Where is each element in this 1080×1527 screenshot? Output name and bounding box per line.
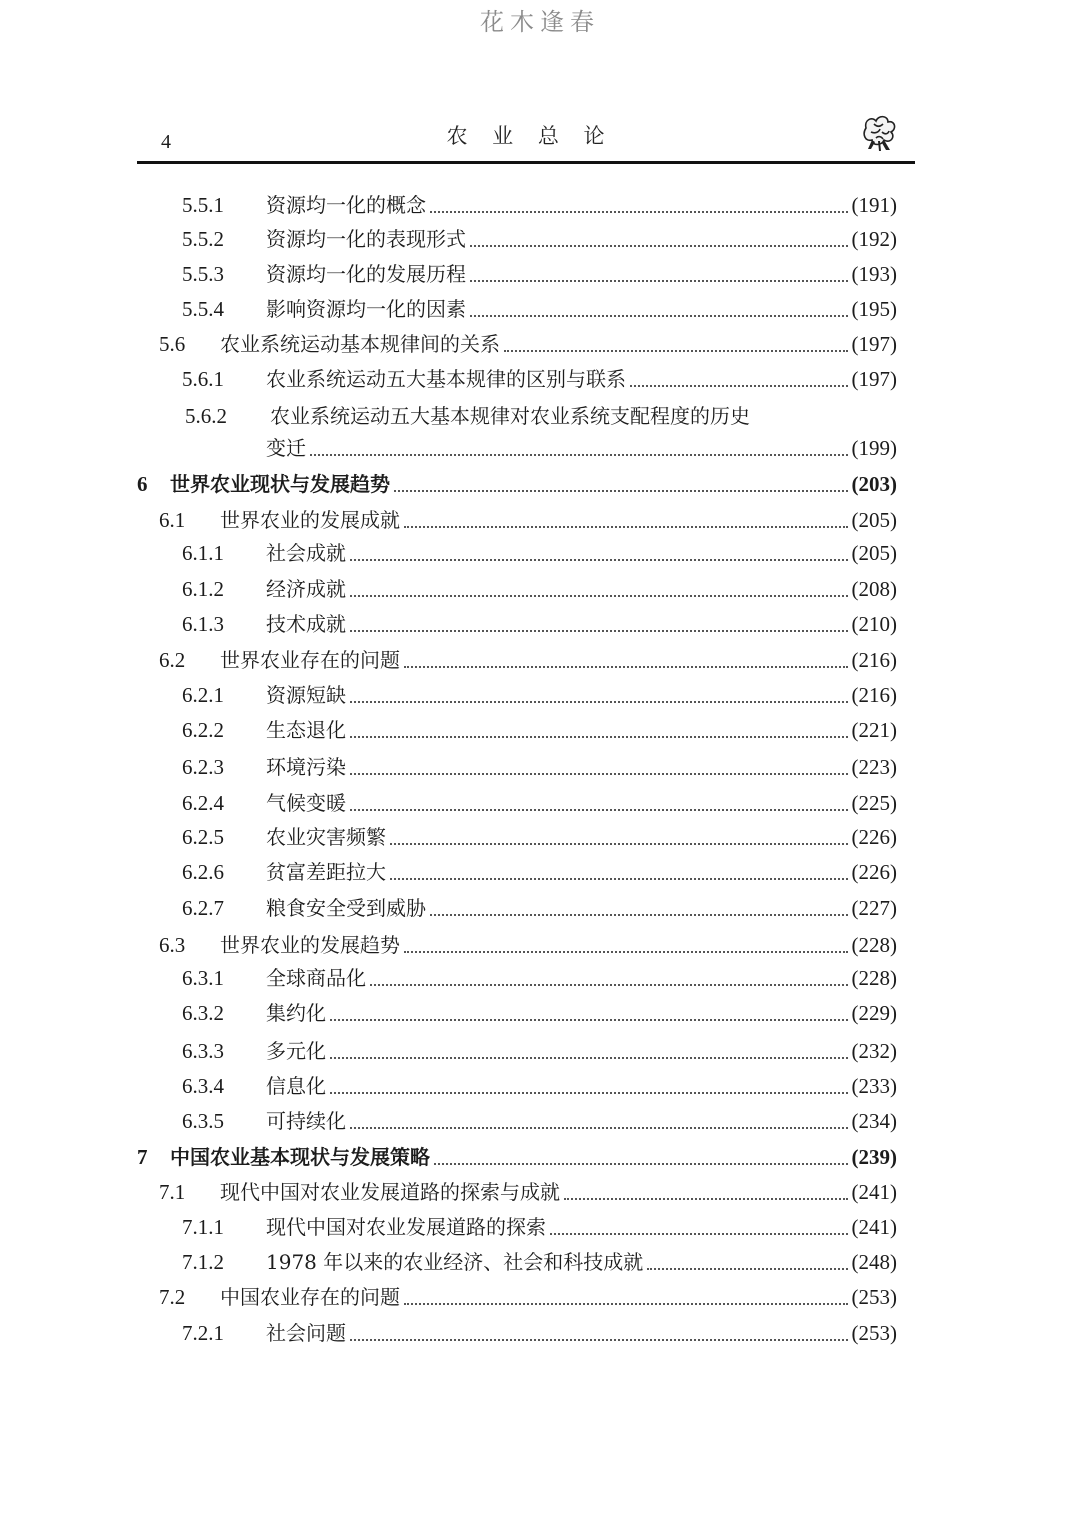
toc-entry-title: 多元化	[266, 1034, 328, 1068]
toc-entry-title: 资源短缺	[266, 678, 348, 712]
toc-entry-title: 全球商品化	[266, 961, 368, 995]
toc-entry-page: (193)	[850, 257, 898, 291]
toc-entry-page: (248)	[850, 1245, 898, 1279]
toc-entry-title: 粮食安全受到威胁	[266, 891, 428, 925]
toc-entry-number: 6.2.6	[182, 860, 224, 884]
running-title: 农 业 总 论	[446, 124, 614, 148]
toc-entry[interactable]	[0, 607, 1080, 641]
toc-dot-leader	[470, 280, 848, 282]
toc-entry-page: (203)	[850, 467, 898, 501]
cotton-boll-logo-icon	[858, 110, 900, 152]
toc-dot-leader	[350, 595, 848, 597]
watermark-text: 花木逢春	[480, 8, 600, 36]
toc-dot-leader	[350, 773, 848, 775]
toc-entry-number: 6.2.2	[182, 718, 224, 742]
toc-dot-leader	[310, 454, 848, 456]
toc-entry[interactable]	[0, 1245, 1080, 1279]
toc-dot-leader	[350, 809, 848, 811]
toc-entry[interactable]	[0, 222, 1080, 256]
toc-entry-number: 7.2.1	[182, 1321, 224, 1345]
toc-entry-page: (208)	[850, 572, 898, 606]
toc-entry-page: (216)	[850, 643, 898, 677]
toc-entry[interactable]	[0, 1069, 1080, 1103]
toc-entry-title: 农业系统运动五大基本规律的区别与联系	[266, 362, 628, 396]
toc-entry-page: (253)	[850, 1280, 898, 1314]
toc-entry-number: 6.2.5	[182, 825, 224, 849]
toc-dot-leader	[404, 951, 848, 953]
toc-entry-page: (232)	[850, 1034, 898, 1068]
toc-entry-title: 变迁	[266, 431, 308, 465]
toc-entry-title: 可持续化	[266, 1104, 348, 1138]
toc-dot-leader	[350, 1339, 848, 1341]
toc-entry-number: 6.2	[159, 648, 186, 672]
toc-entry-title: 中国农业存在的问题	[220, 1280, 402, 1314]
toc-dot-leader	[390, 843, 848, 845]
header-rule	[137, 161, 915, 164]
toc-entry-number: 6.3.1	[182, 966, 224, 990]
toc-entry[interactable]	[0, 399, 1080, 433]
toc-entry-title: 中国农业基本现状与发展策略	[170, 1140, 432, 1174]
toc-dot-leader	[564, 1198, 848, 1200]
toc-entry[interactable]	[0, 1140, 1080, 1174]
toc-entry-number: 6.2.4	[182, 791, 224, 815]
toc-dot-leader	[350, 736, 848, 738]
toc-entry-page: (253)	[850, 1316, 898, 1350]
page-number: 4	[161, 131, 171, 153]
toc-entry-title: 信息化	[266, 1069, 328, 1103]
toc-dot-leader	[504, 350, 848, 352]
toc-dot-leader	[647, 1268, 848, 1270]
toc-dot-leader	[350, 701, 848, 703]
toc-dot-leader	[350, 559, 848, 561]
toc-entry[interactable]	[0, 292, 1080, 326]
toc-entry[interactable]	[0, 572, 1080, 606]
toc-entry-title: 社会问题	[266, 1316, 348, 1350]
toc-entry-number: 5.6.2	[185, 404, 227, 428]
toc-entry[interactable]	[0, 928, 1080, 962]
toc-entry-title: 集约化	[266, 996, 328, 1030]
toc-entry-number: 6.3.3	[182, 1039, 224, 1063]
toc-entry[interactable]	[0, 327, 1080, 361]
toc-dot-leader	[370, 984, 848, 986]
toc-entry-page: (228)	[850, 928, 898, 962]
toc-entry[interactable]	[0, 536, 1080, 570]
toc-entry[interactable]	[0, 1210, 1080, 1244]
toc-entry-number: 7	[137, 1145, 148, 1169]
toc-entry-title: 生态退化	[266, 713, 348, 747]
toc-entry[interactable]	[0, 713, 1080, 747]
toc-entry-page: (199)	[850, 431, 898, 465]
toc-entry-title: 农业系统运动五大基本规律对农业系统支配程度的历史	[270, 399, 752, 433]
toc-entry[interactable]	[0, 961, 1080, 995]
toc-entry-number: 5.6	[159, 332, 186, 356]
toc-dot-leader	[430, 914, 848, 916]
toc-dot-leader	[330, 1057, 848, 1059]
toc-entry[interactable]	[0, 750, 1080, 784]
toc-dot-leader	[404, 526, 848, 528]
toc-entry-number: 6.3.5	[182, 1109, 224, 1133]
toc-entry-number: 6.3	[159, 933, 186, 957]
toc-entry[interactable]	[0, 431, 1080, 465]
toc-entry-page: (226)	[850, 855, 898, 889]
toc-entry-number: 7.1.1	[182, 1215, 224, 1239]
toc-entry-number: 5.6.1	[182, 367, 224, 391]
toc-entry-title: 1978 年以来的农业经济、社会和科技成就	[266, 1245, 645, 1279]
toc-entry[interactable]	[0, 678, 1080, 712]
toc-entry-title: 世界农业的发展趋势	[220, 928, 402, 962]
toc-dot-leader	[470, 315, 848, 317]
toc-dot-leader	[390, 878, 848, 880]
toc-entry-page: (239)	[850, 1140, 898, 1174]
toc-entry-title: 世界农业现状与发展趋势	[170, 467, 392, 501]
toc-entry-title: 世界农业的发展成就	[220, 503, 402, 537]
toc-entry-number: 6.2.1	[182, 683, 224, 707]
toc-entry-title: 气候变暖	[266, 786, 348, 820]
toc-entry-number: 7.1.2	[182, 1250, 224, 1274]
toc-entry-number: 6.1.2	[182, 577, 224, 601]
toc-entry-number: 6.2.3	[182, 755, 224, 779]
toc-entry-number: 6.1.3	[182, 612, 224, 636]
toc-entry-title: 经济成就	[266, 572, 348, 606]
toc-entry-page: (233)	[850, 1069, 898, 1103]
toc-entry-page: (197)	[850, 362, 898, 396]
toc-entry-page: (192)	[850, 222, 898, 256]
toc-entry-title: 现代中国对农业发展道路的探索	[266, 1210, 548, 1244]
toc-entry[interactable]	[0, 503, 1080, 537]
toc-dot-leader	[350, 630, 848, 632]
toc-entry-page: (197)	[850, 327, 898, 361]
toc-entry-title: 资源均一化的表现形式	[266, 222, 468, 256]
toc-entry[interactable]	[0, 643, 1080, 677]
toc-entry-page: (191)	[850, 188, 898, 222]
toc-entry[interactable]	[0, 257, 1080, 291]
toc-dot-leader	[394, 490, 848, 492]
toc-dot-leader	[330, 1092, 848, 1094]
toc-dot-leader	[434, 1163, 848, 1165]
toc-entry[interactable]	[0, 1104, 1080, 1138]
toc-entry-title: 世界农业存在的问题	[220, 643, 402, 677]
toc-entry[interactable]	[0, 1034, 1080, 1068]
toc-entry-page: (205)	[850, 536, 898, 570]
toc-entry-page: (241)	[850, 1210, 898, 1244]
toc-entry-number: 6.3.4	[182, 1074, 224, 1098]
toc-entry-page: (227)	[850, 891, 898, 925]
toc-entry[interactable]	[0, 855, 1080, 889]
toc-entry-title: 农业系统运动基本规律间的关系	[220, 327, 502, 361]
toc-entry-title: 环境污染	[266, 750, 348, 784]
toc-entry-page: (210)	[850, 607, 898, 641]
toc-entry[interactable]	[0, 1175, 1080, 1209]
toc-entry-number: 5.5.2	[182, 227, 224, 251]
toc-entry[interactable]	[0, 362, 1080, 396]
toc-entry-page: (221)	[850, 713, 898, 747]
toc-entry[interactable]	[0, 820, 1080, 854]
toc-entry[interactable]	[0, 891, 1080, 925]
toc-entry-page: (205)	[850, 503, 898, 537]
toc-entry-page: (226)	[850, 820, 898, 854]
toc-dot-leader	[430, 211, 848, 213]
toc-entry[interactable]	[0, 996, 1080, 1030]
toc-entry-title: 现代中国对农业发展道路的探索与成就	[220, 1175, 562, 1209]
toc-entry-title: 资源均一化的发展历程	[266, 257, 468, 291]
toc-entry-title: 影响资源均一化的因素	[266, 292, 468, 326]
toc-dot-leader	[350, 1127, 848, 1129]
toc-entry-number: 6.2.7	[182, 896, 224, 920]
toc-entry-number: 5.5.1	[182, 193, 224, 217]
toc-entry-title: 技术成就	[266, 607, 348, 641]
toc-entry-page: (225)	[850, 786, 898, 820]
toc-entry-page: (228)	[850, 961, 898, 995]
toc-entry-number: 6	[137, 472, 148, 496]
toc-entry-title: 贫富差距拉大	[266, 855, 388, 889]
toc-dot-leader	[630, 385, 848, 387]
toc-dot-leader	[470, 245, 848, 247]
toc-entry[interactable]	[0, 786, 1080, 820]
toc-dot-leader	[404, 666, 848, 668]
toc-entry[interactable]	[0, 188, 1080, 222]
toc-entry-page: (234)	[850, 1104, 898, 1138]
toc-entry-page: (195)	[850, 292, 898, 326]
toc-entry-page: (223)	[850, 750, 898, 784]
toc-dot-leader	[404, 1303, 848, 1305]
toc-entry-page: (216)	[850, 678, 898, 712]
toc-entry[interactable]	[0, 1280, 1080, 1314]
toc-entry-number: 5.5.4	[182, 297, 224, 321]
toc-entry-page: (229)	[850, 996, 898, 1030]
toc-entry-title: 资源均一化的概念	[266, 188, 428, 222]
toc-entry-number: 7.2	[159, 1285, 186, 1309]
toc-entry-number: 7.1	[159, 1180, 186, 1204]
toc-dot-leader	[550, 1233, 848, 1235]
toc-entry-title: 农业灾害频繁	[266, 820, 388, 854]
toc-entry-number: 6.1.1	[182, 541, 224, 565]
toc-entry-number: 6.3.2	[182, 1001, 224, 1025]
toc-entry[interactable]	[0, 1316, 1080, 1350]
toc-entry-title: 社会成就	[266, 536, 348, 570]
toc-entry-number: 6.1	[159, 508, 186, 532]
toc-entry-page: (241)	[850, 1175, 898, 1209]
toc-dot-leader	[330, 1019, 848, 1021]
toc-entry[interactable]	[0, 467, 1080, 501]
toc-entry-number: 5.5.3	[182, 262, 224, 286]
